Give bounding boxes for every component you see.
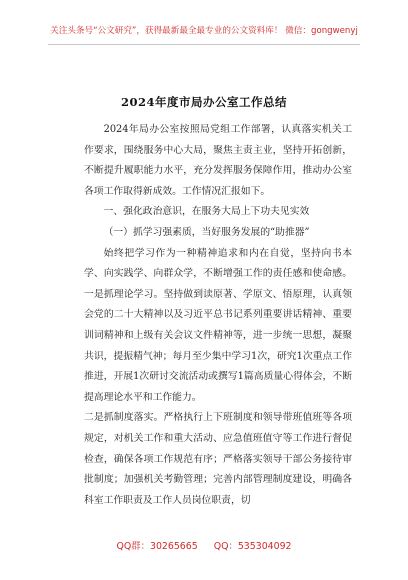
body-paragraph-1: 始终把学习作为一种精神追求和内在自觉，坚持向书本学、向实践学、向群众学，不断增强工作的责任感和使命感。一是抓理论学习。坚持做到读原著、学原文、悟原理，认真领会党的二十大精神以及习近平总书记系列重要讲话精神、重要训词精神和上级有关会议文件精神等，进一步统一思想，凝聚共识，提振精气神；每月至少集中学习1次，研究1次重点工作推进，开展1次研讨交流活动或撰写1篇高质量心得体会，不断提高理论水平和工作能力。 xyxy=(84,247,352,403)
intro-paragraph: 2024年局办公室按照局党组工作部署，认真落实机关工作要求，围绕服务中心大局，聚焦主责主业，坚持开拓创新，不断提升履职能力水平，充分发挥服务保障作用，推动办公室各项工作取得新成效。工作情况汇报如下。 xyxy=(84,124,352,197)
body-paragraph-2: 二是抓制度落实。严格执行上下班制度和领导带班值班等各项规定，对机关工作和重大活动、应急值班值守等工作进行督促检查，确保各项工作规范有序；严格落实领导干部公务接待审批制度；加强机关考勤管理；完善内部管理制度建设，明确各科室工作职责及工作人员岗位职责，切 xyxy=(84,412,352,506)
document-title: 2024年度市局办公室工作总结 xyxy=(120,95,287,109)
subsection-heading-1: （一）抓学习强素质，当好服务发展的“助推器” xyxy=(103,226,310,238)
header-promo-note: 关注头条号“公文研究”，获得最新最全最专业的公文资料库！ 微信：gongwenyj xyxy=(50,26,358,36)
footer-contact xyxy=(0,538,408,552)
document-body xyxy=(84,120,352,511)
footer-qq-group: QQ群：30265665 xyxy=(116,541,198,552)
header-divider xyxy=(48,44,360,45)
footer-qq-number: QQ：535304092 xyxy=(213,541,292,552)
section-heading-1: 一、强化政治意识，在服务大局上下功夫见实效 xyxy=(103,206,310,218)
